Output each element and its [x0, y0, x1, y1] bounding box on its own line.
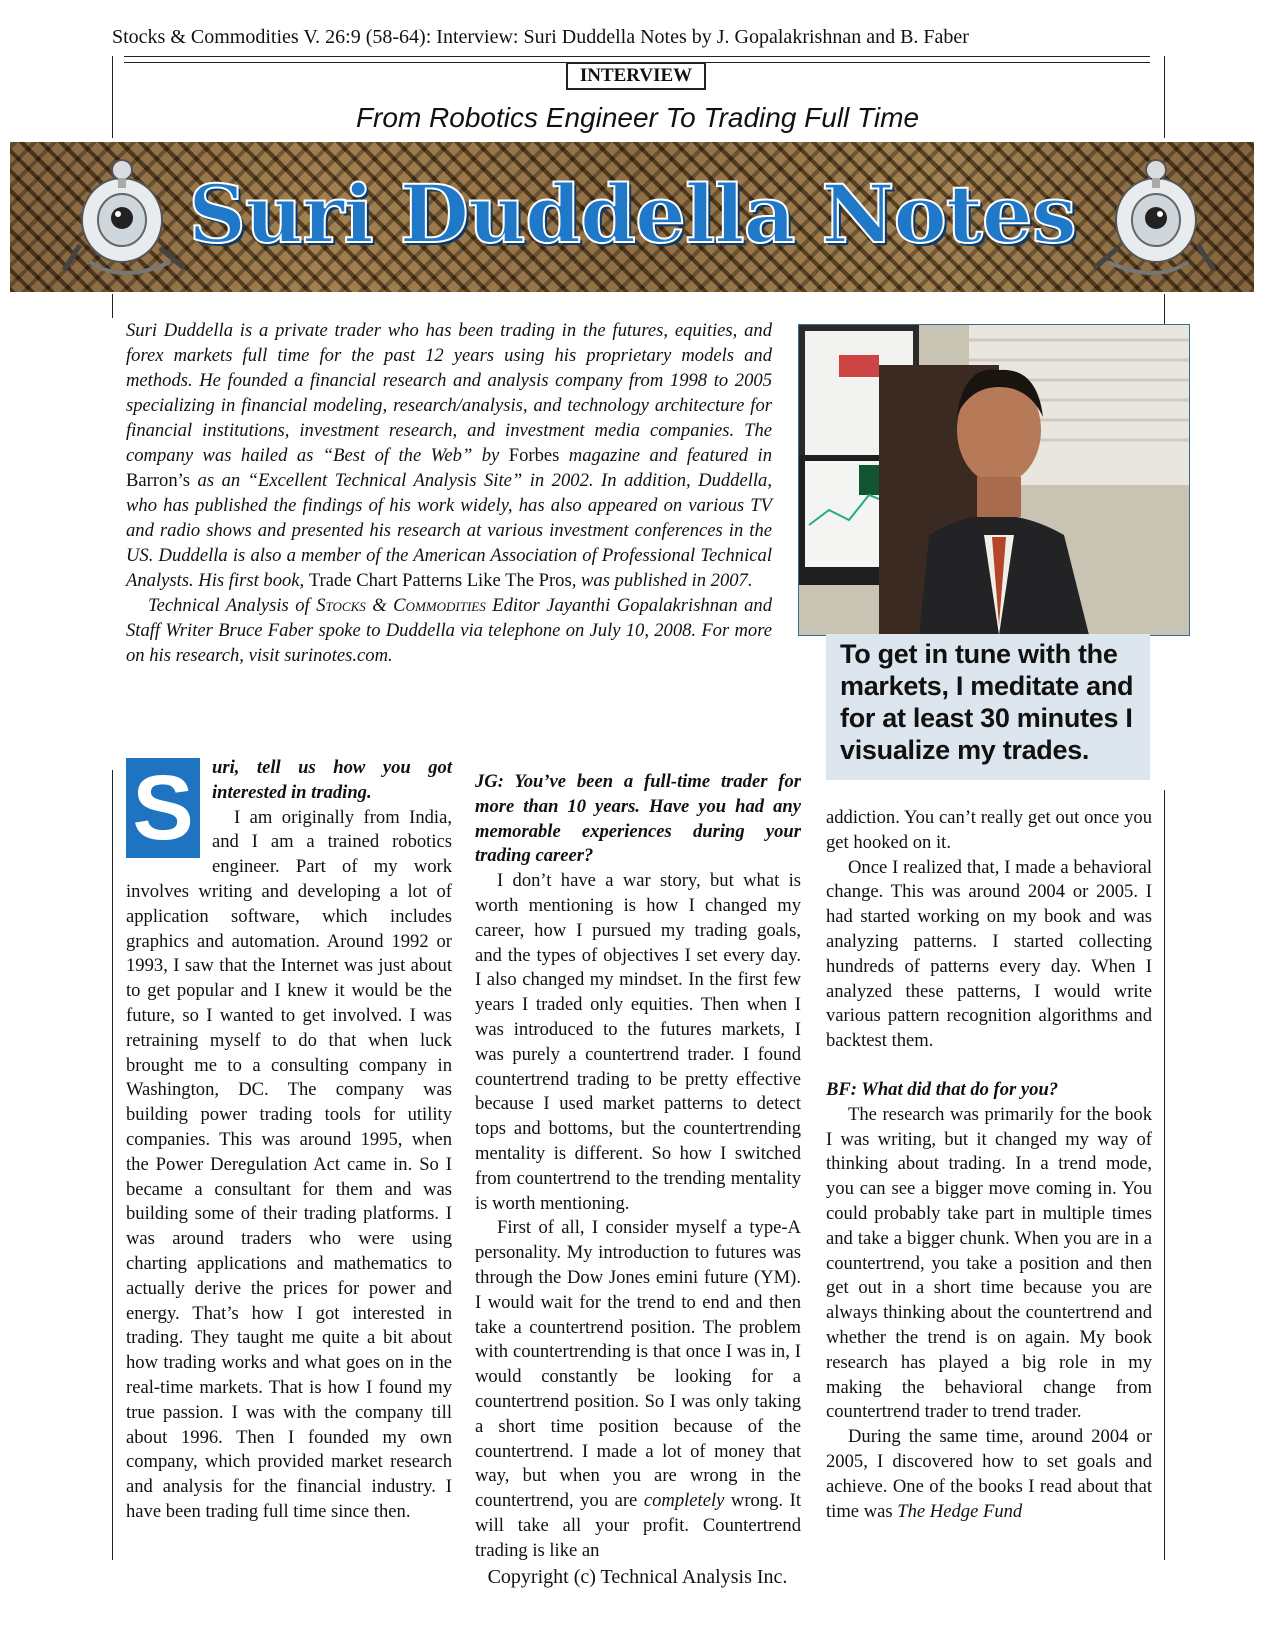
- paragraph-gap: [826, 1054, 1152, 1078]
- intro-blurb: [126, 318, 772, 668]
- answer-3-paragraph-2: [826, 1425, 1152, 1524]
- book-title: Trade Chart Patterns Like The Pros: [308, 570, 572, 591]
- answer-2-paragraph-2: [475, 1216, 801, 1563]
- body-text: During the same time, around 2004 or 2005, I discovered how to set goals and achieve. One of the books I read about that time was: [826, 1426, 1152, 1522]
- intro-text: as an “Excellent Technical Analysis Site” in 2002. In addition, Duddella, who has published the findings of his work widely, has also appeared on various TV and radio shows and presented his research at various investment conferences in the US. Duddella is also a member of the American Association of Professional Technical Analysts. His first book,: [126, 470, 772, 591]
- intro-text: Editor Jayanthi Gopalakrishnan and Staff Writer Bruce Faber spoke to Duddella via telephone on July 10, 2008. For more on his research, visit surinotes.com.: [126, 595, 772, 666]
- answer-2-paragraph-1: I don’t have a war story, but what is worth mentioning is how I changed my career, how I pursued my trading goals, and the types of objectives I set every day. I also changed my mindset. In the first few years I traded only equities. Then when I was introduced to the futures markets, I was purely a countertrend trader. I found countertrend trading to be pretty effective because I used market patterns to detect tops and bottoms, but the countertrending mentality is different. So how I switched from countertrend to the trending mentality is worth mentioning.: [475, 870, 801, 1214]
- question-3: BF: What did that do for you?: [826, 1078, 1059, 1100]
- intro-paragraph-1: [126, 318, 772, 593]
- body-text: First of all, I consider myself a type-A personality. My introduction to futures was through the Dow Jones emini future (YM). I would wait for the trend to end and then take a countertrend position. The problem with countertrending is that once I was in, I would constantly be looking for a countertrend position. So I was only taking a short time position because of the countertrend. I made a lot of money that way, but when you are wrong in the countertrend, you are: [475, 1217, 801, 1512]
- left-rule-lower: [112, 294, 113, 318]
- intro-text: Suri Duddella is a private trader who has been trading in the futures, equities, and forex markets full time for the past 12 years using his proprietary models and methods. He founded a financial research and analysis company from 1998 to 2005 specializing in financial modeling, research/analysis, and technology architecture for financial institutions, investment research, and investment media companies. The company was hailed as “Best of the Web” by: [126, 320, 772, 466]
- intro-text: magazine and featured in: [559, 445, 772, 466]
- answer-1: I am originally from India, and I am a trained robotics engineer. Part of my work involves writing and developing a lot of application software, which includes graphics and automation. Around 1992 or 1993, I saw that the Internet was just about to get popular and I knew it would be the future, so I wanted to get involved. I was retraining myself to do that when luck brought me to a consulting company in Washington, DC. The company was building power trading tools for utility companies. This was around 1995, when the Power Deregulation Act came in. So I became a consultant for them and was building some of their trading platforms. I was around traders who were using charting applications and mathematics to actually derive the prices for power and energy. That’s how I got interested in trading. They taught me quite a bit about how trading works and what goes on in the real-time markets. That is how I found my true passion. I was with the company till about 1996. Then I founded my own company, which provided market research and analysis for the financial industry. I have been trading full time since then.: [126, 806, 452, 1522]
- copyright-footer: Copyright (c) Technical Analysis Inc.: [487, 1566, 788, 1588]
- header-rule-top: [124, 56, 1150, 57]
- magazine-name: Stocks & Commodities: [316, 595, 486, 616]
- section-tag: INTERVIEW: [566, 62, 706, 90]
- behavioral-change-paragraph: Once I realized that, I made a behavioral change. This was around 2004 or 2005. I had started working on my book and was analyzing patterns. I started collecting hundreds of patterns every day. When I analyzed these patterns, I would write various pattern recognition algorithms and backtest them.: [826, 856, 1152, 1052]
- portrait-photo: [798, 324, 1190, 636]
- intro-text: Technical Analysis of: [148, 595, 317, 616]
- pull-quote: To get in tune with the markets, I meditate and for at least 30 minutes I visualize my trades.: [826, 634, 1150, 780]
- barrons-name: Barron’s: [126, 470, 191, 491]
- question-2: JG: You’ve been a full-time trader for more than 10 years. Have you had any memorable experiences during your trading career?: [475, 771, 801, 867]
- article-subtitle: From Robotics Engineer To Trading Full Time: [355, 102, 920, 133]
- article-column-3: [826, 806, 1152, 1524]
- book-title: The Hedge Fund: [897, 1500, 1023, 1522]
- continued-paragraph: addiction. You can’t really get out once you get hooked on it.: [826, 807, 1152, 853]
- question-1: uri, tell us how you got interested in trading.: [212, 757, 452, 803]
- article-column-2: [475, 770, 801, 1564]
- body-text: wrong. It will take all your profit. Countertrend trading is like an: [475, 1490, 801, 1561]
- intro-text: , was published in 2007.: [571, 570, 753, 591]
- running-head: Stocks & Commodities V. 26:9 (58-64): Interview: Suri Duddella Notes by J. Gopalakrishnan and B. Faber: [112, 26, 969, 48]
- portrait-illustration: [799, 325, 1189, 635]
- drop-cap: S: [126, 758, 200, 858]
- right-rule-lower: [1164, 294, 1165, 324]
- intro-paragraph-2: [126, 593, 772, 668]
- answer-3-paragraph-1: The research was primarily for the book I was writing, but it changed my way of thinking about trading. In a trend mode, you can see a bigger move coming in. You could probably take part in multiple times and take a bigger chunk. When you are in a countertrend, you take a position and then get out in a short time because you are always thinking about the countertrend and whether the trend is on again. My book research has played a big role in my making the behavioral change from countertrend trader to trend trader.: [826, 1103, 1152, 1423]
- title-banner: [10, 142, 1254, 292]
- emphasis: completely: [643, 1490, 725, 1512]
- article-column-1: [126, 756, 452, 1525]
- right-column-rule: [1164, 790, 1165, 1560]
- forbes-name: Forbes: [508, 445, 560, 466]
- banner-title: Suri Duddella Notes: [188, 167, 1076, 261]
- left-column-rule: [112, 770, 113, 1560]
